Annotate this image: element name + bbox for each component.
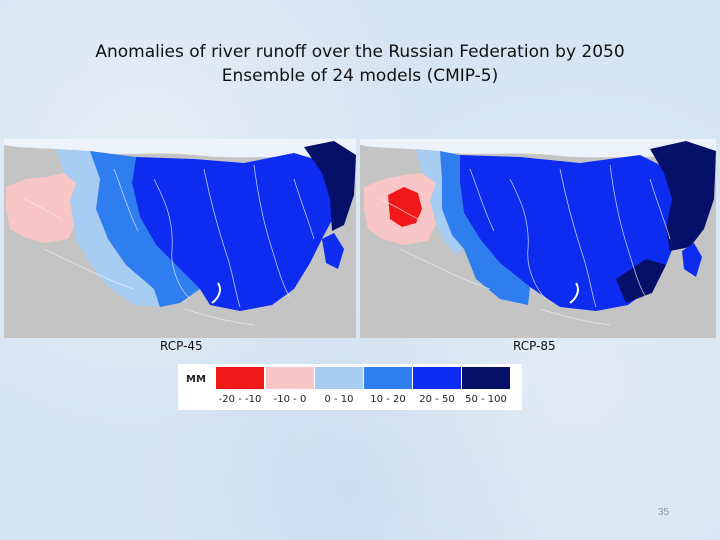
slide-title: [0, 40, 720, 88]
runoff-legend: [178, 364, 522, 410]
legend-swatch-1: [216, 367, 264, 389]
legend-swatch-6: [462, 367, 510, 389]
legend-label-6: 50 - 100: [465, 394, 507, 405]
legend-swatch-3: [315, 367, 363, 389]
title-line-2: Ensemble of 24 models (CMIP-5): [221, 66, 499, 86]
legend-unit: MM: [186, 374, 206, 385]
legend-swatch-2: [266, 367, 314, 389]
page-number: 35: [658, 507, 670, 518]
legend-label-2: -10 - 0: [273, 394, 307, 405]
legend-label-1: -20 - -10: [218, 394, 262, 405]
runoff-map-rcp45: [4, 139, 356, 338]
map-label-rcp45: RCP-45: [160, 339, 203, 353]
legend-swatch-5: [413, 367, 461, 389]
legend-swatch-4: [364, 367, 412, 389]
legend-label-3: 0 - 10: [324, 394, 354, 405]
title-line-1: Anomalies of river runoff over the Russian Federation by 2050: [95, 42, 625, 62]
legend-label-5: 20 - 50: [419, 394, 455, 405]
map-label-rcp85: RCP-85: [513, 339, 556, 353]
runoff-map-rcp85: [360, 139, 716, 338]
legend-label-4: 10 - 20: [370, 394, 406, 405]
